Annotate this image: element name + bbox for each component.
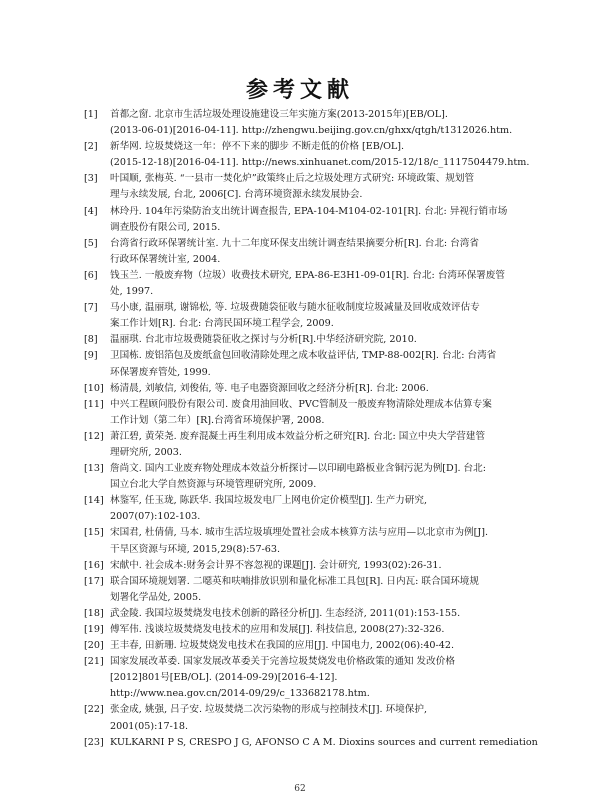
reference-number: [15] xyxy=(84,527,104,539)
reference-number: [14] xyxy=(84,495,104,507)
reference-item xyxy=(84,236,542,268)
reference-number: [2] xyxy=(84,141,98,153)
reference-item xyxy=(84,300,542,332)
reference-text: 国家发展改革委. 国家发展改革委关于完善垃圾焚烧发电价格政策的通知 发改价格 [2012]801号[EB/OL]. (2014-09-29)[2016-4-12]. http://www.nea.gov.cn/2014-09/29/c_133682178.htm. xyxy=(110,656,455,700)
reference-item xyxy=(84,558,542,574)
reference-number: [16] xyxy=(84,559,104,571)
reference-number: [21] xyxy=(84,656,104,668)
reference-item xyxy=(84,574,542,606)
reference-text: 杨清晨, 刘敏信, 刘俊佑, 等. 电子电器资源回收之经济分析[R]. 台北: 2006. xyxy=(110,382,429,394)
page-number: 62 xyxy=(294,784,306,794)
reference-item xyxy=(84,381,542,397)
reference-item xyxy=(84,171,542,203)
reference-text: 王丰春, 田新珊. 垃圾焚烧发电技术在我国的应用[J]. 中国电力, 2002(06):40-42. xyxy=(110,640,455,652)
reference-number: [9] xyxy=(84,350,98,362)
reference-number: [17] xyxy=(84,575,104,587)
reference-number: [10] xyxy=(84,382,104,394)
reference-number: [19] xyxy=(84,624,104,635)
reference-text: 钱玉兰. 一般废弃物（垃圾）收费技术研究, EPA-86-E3H1-09-01[R]. 台北: 台湾环保署废管 处, 1997. xyxy=(110,269,505,298)
reference-item xyxy=(84,638,542,654)
reference-text: 张金成, 姚强, 吕子安. 垃圾焚烧二次污染物的形成与控制技术[J]. 环境保护, 2001(05):17-18. xyxy=(110,704,427,732)
reference-item xyxy=(84,429,542,461)
reference-text: 林鉴军, 任玉珑, 陈跃华. 我国垃圾发电厂上网电价定价模型[J]. 生产力研究, 2007(07):102-103. xyxy=(110,495,427,523)
reference-number: [1] xyxy=(84,109,98,120)
reference-number: [8] xyxy=(84,334,98,346)
reference-item xyxy=(84,654,542,702)
reference-text: 卫国栋. 废铝箔包及废纸盒包回收清除处理之成本收益评估, TMP-88-002[R]. 台北: 台湾省 环保署废弃管处, 1999. xyxy=(110,350,497,378)
reference-item xyxy=(84,107,542,139)
reference-text: 首都之窗. 北京市生活垃圾处理设施建设三年实施方案(2013-2015年)[EB/OL]. (2013-06-01)[2016-04-11]. http://zhengwu.beijing.gov.cn/ghxx/qtgh/t1312026.htm. xyxy=(110,109,513,137)
reference-text: 宋献中. 社会成本:财务会计界不容忽视的课题[J]. 会计研究, 1993(02):26-31. xyxy=(110,559,442,571)
reference-text: 联合国环境规划署. 二噁英和呋喃排放识别和量化标准工具包[R]. 日内瓦: 联合国环境规 划署化学品处, 2005. xyxy=(110,575,479,603)
reference-item xyxy=(84,493,542,525)
reference-item xyxy=(84,348,542,380)
reference-number: [12] xyxy=(84,430,104,442)
reference-text: 新华网. 垃圾焚烧这一年：停不下来的脚步 不断走低的价格 [EB/OL]. (2015-12-18)[2016-04-11]. http://news.xinhuanet.com/2015-12/18/c_1117504479.htm. xyxy=(110,141,530,169)
reference-text: 台湾省行政环保署统计室. 九十二年度环保支出统计调查结果摘要分析[R]. 台北: 台湾省 行政环保署统计室, 2004. xyxy=(110,237,479,265)
page-title: 参考文献 xyxy=(245,77,354,103)
reference-item xyxy=(84,461,542,493)
reference-text: 詹尚文. 国内工业废弃物处理成本效益分析探讨—以印刷电路板业含铜污泥为例[D]. 台北: 国立台北大学自然资源与环境管理研究所, 2009. xyxy=(110,463,486,491)
reference-number: [13] xyxy=(84,463,104,475)
reference-number: [7] xyxy=(84,302,98,314)
reference-item xyxy=(84,397,542,429)
reference-text: 武金陵. 我国垃圾焚烧发电技术创新的路径分析[J]. 生态经济, 2011(01):153-155. xyxy=(110,607,461,619)
reference-item xyxy=(84,525,542,557)
reference-item xyxy=(84,332,542,348)
reference-text: 温丽琪. 台北市垃圾费随袋征收之探讨与分析[R].中华经济研究院, 2010. xyxy=(110,334,417,346)
reference-item xyxy=(84,204,542,236)
reference-number: [18] xyxy=(84,607,104,619)
reference-number: [3] xyxy=(84,173,98,185)
reference-text: 中兴工程顾问股份有限公司. 废食用油回收、PVC管制及一般废弃物清除处理成本估算专案 工作计划（第二年）[R].台湾省环境保护署, 2008. xyxy=(110,398,492,426)
reference-text: 傅军伟. 浅谈垃圾焚烧发电技术的应用和发展[J]. 科技信息, 2008(27):32-326. xyxy=(110,624,445,635)
reference-number: [23] xyxy=(84,736,104,748)
reference-item xyxy=(84,735,542,751)
reference-list xyxy=(84,107,542,751)
reference-number: [11] xyxy=(84,398,104,410)
reference-item xyxy=(84,702,542,734)
reference-item xyxy=(84,268,542,300)
reference-text: 萧江碧, 黄荣尧. 废弃混凝土再生利用成本效益分析之研究[R]. 台北: 国立中央大学营建管 理研究所, 2003. xyxy=(110,430,486,458)
reference-item xyxy=(84,139,542,171)
reference-number: [4] xyxy=(84,205,98,217)
reference-item xyxy=(84,606,542,622)
reference-text: 叶国顺, 张梅英. “一县市一焚化炉”政策终止后之垃圾处理方式研究: 环境政策、规划管 理与永续发展, 台北, 2006[C]. 台湾环境资源永续发展协会. xyxy=(110,173,475,201)
reference-text: 马小康, 温丽琪, 谢锦松, 等. 垃圾费随袋征收与随水征收制度垃圾减量及回收成效评估专 案工作计划[R]. 台北: 台湾民国环境工程学会, 2009. xyxy=(110,302,480,330)
reference-text: 宋国君, 杜倩倩, 马本. 城市生活垃圾填埋处置社会成本核算方法与应用—以北京市为例[J]. 干旱区资源与环境, 2015,29(8):57-63. xyxy=(110,527,489,555)
reference-text: KULKARNI P S, CRESPO J G, AFONSO C A M. Dioxins sources and current remediation xyxy=(110,736,538,748)
reference-number: [22] xyxy=(84,704,104,716)
reference-number: [5] xyxy=(84,237,98,249)
reference-number: [6] xyxy=(84,269,98,281)
reference-item xyxy=(84,622,542,638)
reference-text: 林玲丹. 104年污染防治支出统计调查报告, EPA-104-M104-02-101[R]. 台北: 异视行销市场 调查股份有限公司, 2015. xyxy=(110,205,508,233)
reference-number: [20] xyxy=(84,640,104,652)
